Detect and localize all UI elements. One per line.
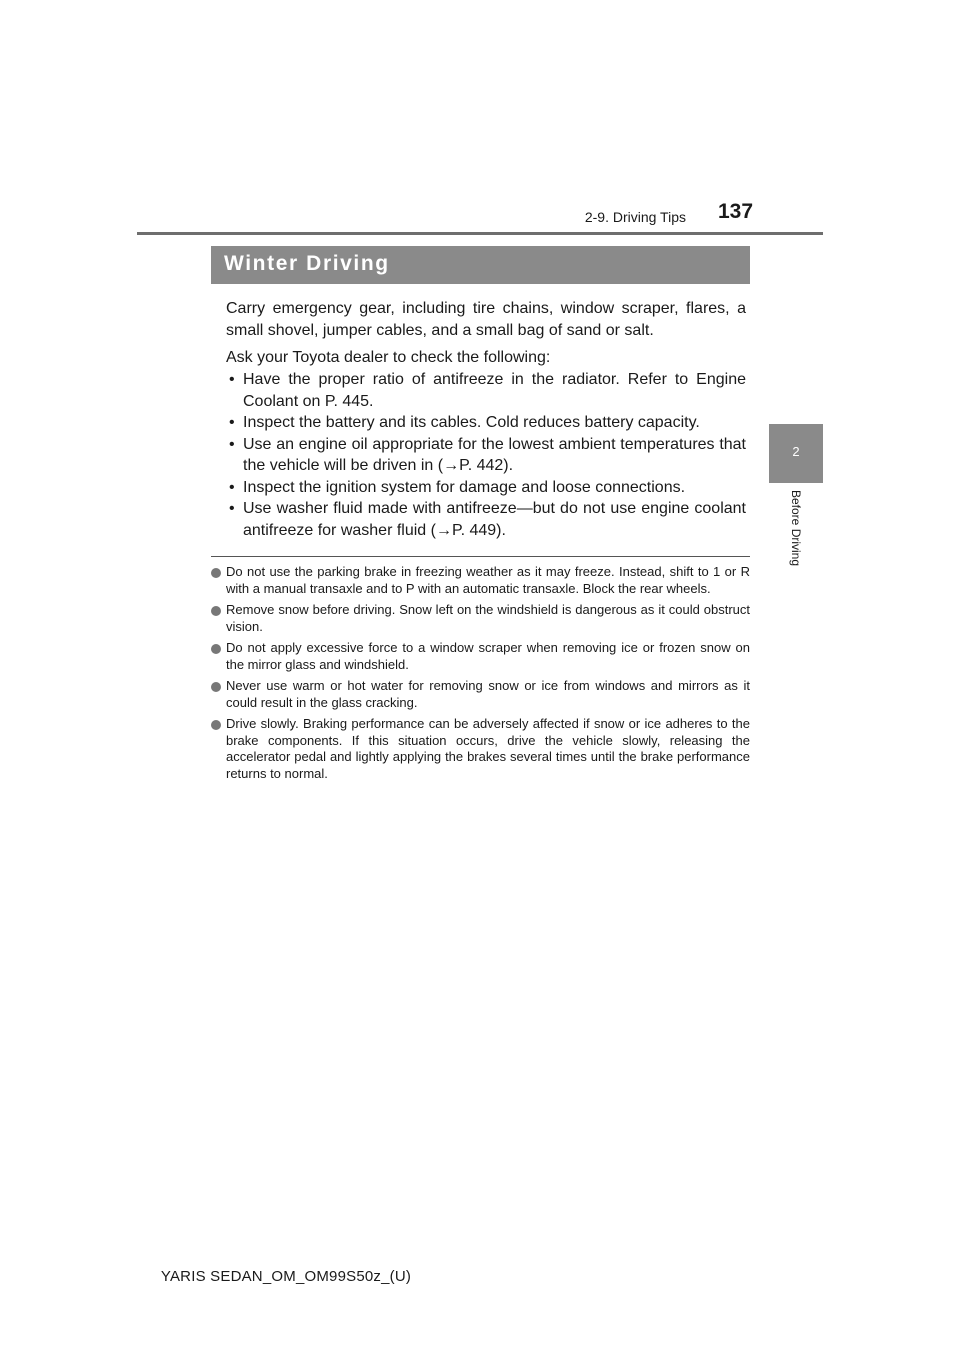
chapter-tab-number: 2 [792,444,800,459]
circle-bullet-icon [211,606,221,616]
circle-bullet-icon [211,682,221,692]
section-title-bar [211,246,750,284]
bullet-icon: • [229,371,235,388]
checklist-item [226,412,746,434]
bullet-icon: • [229,478,235,496]
checklist-item-text: Have the proper ratio of antifreeze in the radiator. Refer to Engine Coolant on P. 445. [243,371,746,410]
circle-bullet-icon [211,568,221,578]
section-title: Winter Driving [224,252,390,275]
checklist-item [226,498,746,541]
note-text: Drive slowly. Braking performance can be adversely affected if snow or ice adheres to the brake components. If this situation occurs, drive the vehicle slowly, releasing the accelerator pedal and lightly applying the brakes several times until the brake performance returns to normal. [226,716,750,781]
note-text: Do not apply excessive force to a window scraper when removing ice or frozen snow on the mirror glass and windshield. [226,640,750,672]
note-item [211,716,750,782]
checklist-item-text: Inspect the ignition system for damage and loose connections. [243,478,686,496]
checklist-item-text: Use washer fluid made with antifreeze—but do not use engine coolant antifreeze for washer fluid (→P. 449). [243,500,746,539]
note-text: Never use warm or hot water for removing snow or ice from windows and mirrors as it could result in the glass cracking. [226,678,750,710]
page-number: 137 [718,200,754,223]
header-section-title: 2-9. Driving Tips [584,209,686,225]
checklist-intro: Ask your Toyota dealer to check the following: [226,349,551,366]
notes-list [211,564,750,787]
footer [0,1268,960,1285]
bullet-icon: • [229,435,235,453]
bullet-icon: • [229,500,235,517]
notes-divider [211,556,750,557]
note-item [211,602,750,635]
note-text: Remove snow before driving. Snow left on the windshield is dangerous as it could obstruct vision. [226,602,750,634]
note-item [211,564,750,597]
checklist-item [226,477,746,499]
circle-bullet-icon [211,720,221,730]
chapter-tab-label: Before Driving [789,490,803,567]
checklist-item [226,369,746,412]
note-text: Do not use the parking brake in freezing weather as it may freeze. Instead, shift to 1 or R with a manual transaxle and to P with an automatic transaxle. Block the rear wheels. [226,564,750,596]
bullet-icon: • [229,414,235,431]
note-item [211,678,750,711]
checklist-item-text: Use an engine oil appropriate for the lowest ambient temperatures that the vehicle will be driven in (→P. 442). [243,435,746,474]
footer-doc-code: YARIS SEDAN_OM_OM99S50z_(U) [160,1268,412,1285]
checklist-item [226,434,746,477]
intro-paragraph: Carry emergency gear, including tire chains, window scraper, flares, a small shovel, jumper cables, and a small bag of sand or salt. [226,300,746,339]
note-item [211,640,750,673]
checklist-item-text: Inspect the battery and its cables. Cold reduces battery capacity. [243,414,700,431]
checklist [226,369,746,541]
chapter-tab[interactable] [769,424,823,483]
header-divider [137,232,823,235]
circle-bullet-icon [211,644,221,654]
